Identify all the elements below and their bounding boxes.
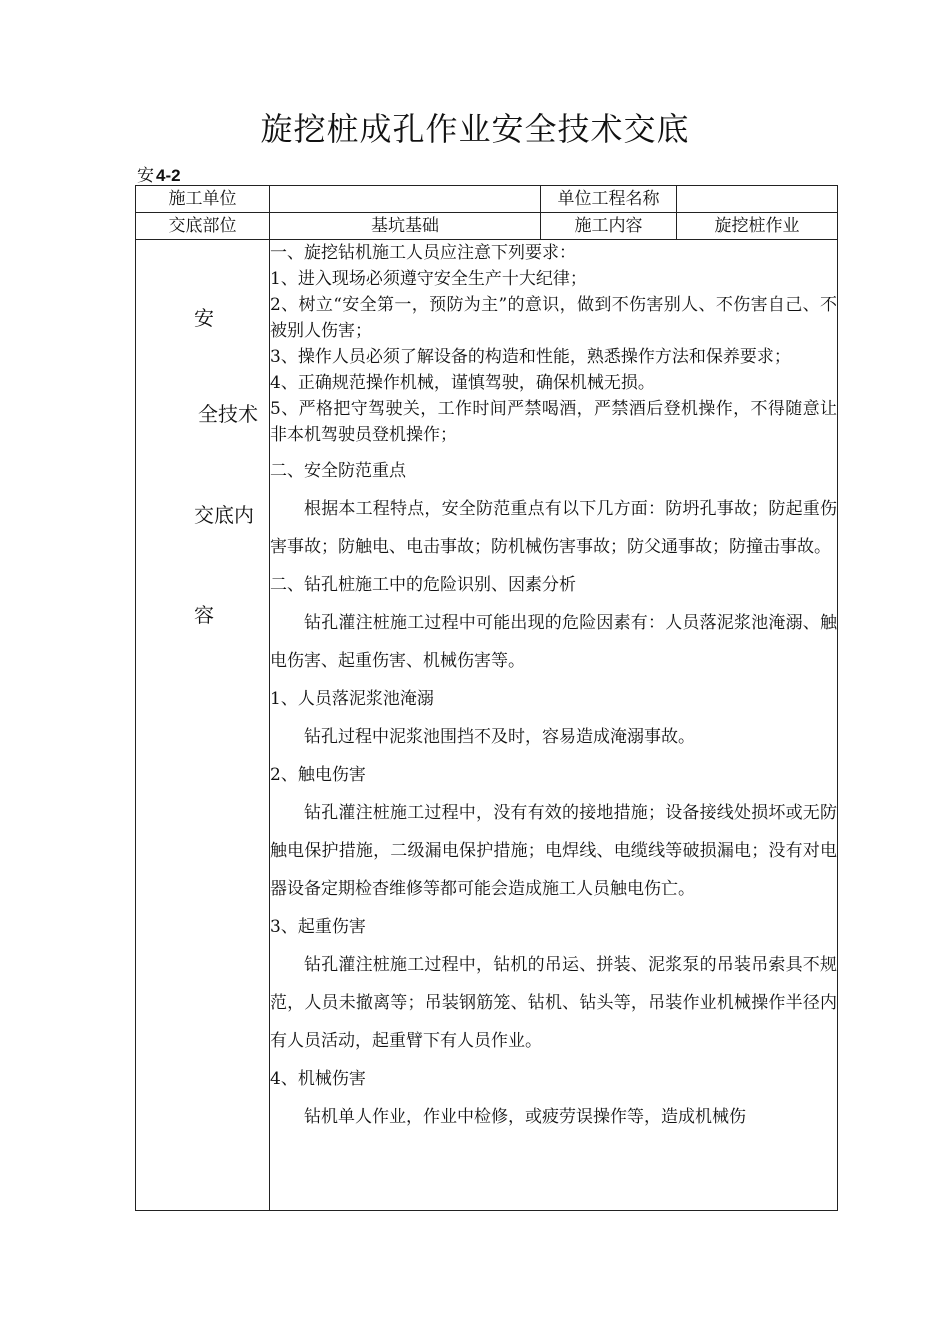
- paragraph: 4、正确规范操作机械，谨慎驾驶，确保机械无损。: [270, 373, 655, 393]
- section-hazards: [270, 452, 837, 1136]
- location-value: 基坑基础: [270, 213, 541, 240]
- heading: 3、起重伤害: [270, 917, 366, 937]
- disclosure-form-table: [135, 185, 838, 1211]
- disclosure-content-cell: [270, 240, 838, 1211]
- content-label: 施工内容: [541, 213, 677, 240]
- paragraph: 5、严格把守驾驶关，工作时间严禁喝酒，严禁酒后登机操作，不得随意让非本机驾驶员登机操作；: [270, 399, 837, 445]
- heading: 二、钻孔桩施工中的危险识别、因素分析: [270, 575, 576, 595]
- paragraph: 一、旋挖钻机施工人员应注意下列要求：: [270, 243, 576, 263]
- header-row-2: [136, 213, 838, 240]
- header-row-1: [136, 186, 838, 213]
- paragraph: 钻孔灌注桩施工过程中，没有有效的接地措施；设备接线处损坏或无防触电保护措施，二级漏电保护措施；电焊线、电缆线等破损漏电；没有对电器设备定期检杳维修等都可能会造成施工人员触电伤亡。: [270, 803, 837, 899]
- paragraph: 钻孔灌注桩施工过程中，钻机的吊运、拼装、泥浆泵的吊装吊索具不规范，人员未撤离等；吊装钢筋笼、钻机、钻头等，吊装作业机械操作半径内有人员活动，起重臂下有人员作业。: [270, 955, 837, 1051]
- paragraph: 钻孔灌注桩施工过程中可能出现的危险因素有：人员落泥浆池淹溺、触电伤害、起重伤害、机械伤害等。: [270, 613, 837, 671]
- content-value: 旋挖桩作业: [677, 213, 838, 240]
- paragraph: 1、进入现场必须遵守安全生产十大纪律；: [270, 269, 587, 289]
- construction-unit-label: 施工单位: [136, 186, 270, 213]
- form-number: [137, 161, 181, 186]
- side-label-line-3: 交底内: [194, 503, 254, 527]
- paragraph: 2、树立“安全第一，预防为主”的意识，做到不伤害别人、不伤害自己、不被别人伤害；: [270, 295, 837, 341]
- location-label: 交底部位: [136, 213, 270, 240]
- paragraph: 钻孔过程中泥浆池围挡不及时，容易造成淹溺事故。: [304, 727, 695, 747]
- heading: 2、触电伤害: [270, 765, 366, 785]
- heading: 4、机械伤害: [270, 1069, 366, 1089]
- project-name-label: 单位工程名称: [541, 186, 677, 213]
- side-label-line-4: 容: [194, 603, 214, 627]
- section-requirements: [270, 240, 837, 448]
- heading: 1、人员落泥浆池淹溺: [270, 689, 434, 709]
- project-name-field[interactable]: [677, 186, 838, 213]
- form-number-prefix: 安: [137, 166, 154, 186]
- form-number-value: 4-2: [156, 166, 181, 185]
- body-row: [136, 240, 838, 1211]
- paragraph: 3、操作人员必须了解设备的构造和性能，熟悉操作方法和保养要求；: [270, 347, 791, 367]
- paragraph: 钻机单人作业，作业中检修，或疲劳误操作等，造成机械伤: [304, 1107, 746, 1127]
- side-label-line-2: 全技术: [198, 402, 258, 426]
- document-title: 旋挖桩成孔作业安全技术交底: [260, 110, 690, 148]
- heading: 二、安全防范重点: [270, 461, 406, 481]
- paragraph: 根据本工程特点，安全防范重点有以下几方面：防坍孔事故；防起重伤害事故；防触电、电击事故；防机械伤害事故；防父通事故；防撞击事故。: [270, 499, 837, 557]
- side-label-cell: [136, 240, 270, 1211]
- construction-unit-field[interactable]: [270, 186, 541, 213]
- side-label-line-1: 安: [194, 306, 214, 330]
